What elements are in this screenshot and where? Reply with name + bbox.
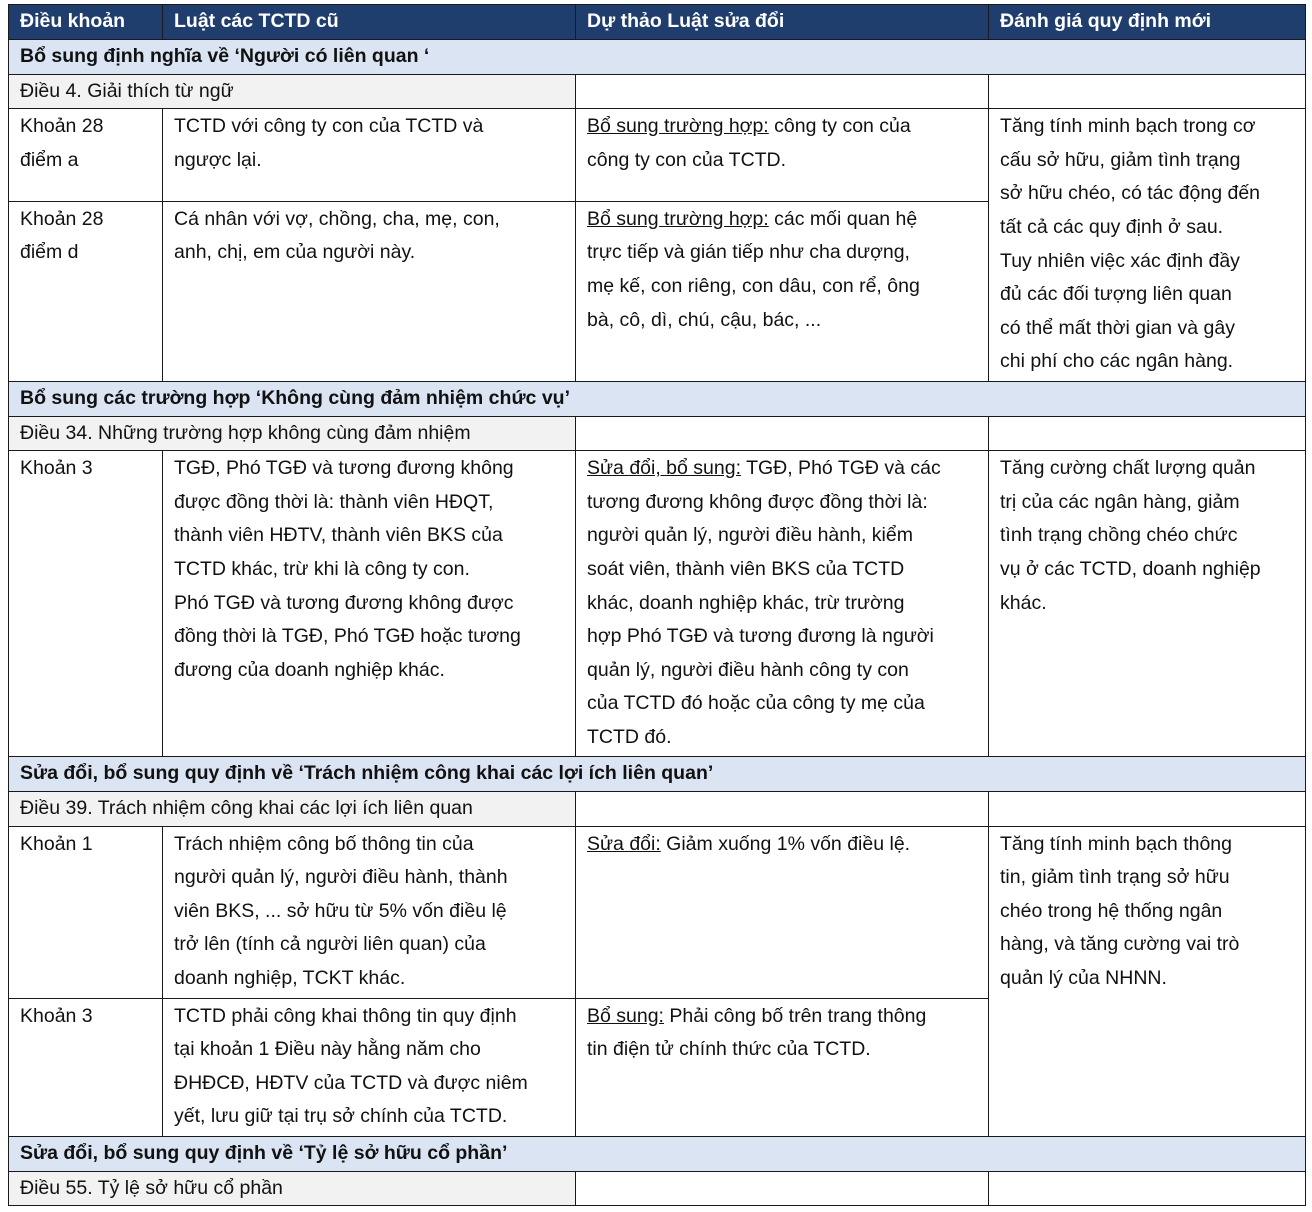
text-line: TGĐ, Phó TGĐ và tương đương không (174, 457, 514, 480)
text-line: tình trạng chồng chéo chức (1000, 524, 1238, 547)
text-line: đủ các đối tượng liên quan (1000, 283, 1232, 306)
draft-law-cell (576, 201, 989, 381)
text-line (587, 452, 977, 486)
text-line: đồng thời là TGĐ, Phó TGĐ hoặc tương (174, 625, 521, 648)
text-line: viên BKS, ... sở hữu từ 5% vốn điều lệ (174, 899, 507, 922)
assessment-cell (989, 826, 1306, 1136)
article-title: Điều 34. Những trường hợp không cùng đảm nhiệm (9, 416, 576, 451)
text-line: tin, giảm tình trạng sở hữu (1000, 866, 1230, 889)
text-line: tin điện tử chính thức của TCTD. (587, 1038, 871, 1061)
text-line: Cá nhân với vợ, chồng, cha, mẹ, con, (174, 207, 500, 230)
text-line: được đồng thời là: thành viên HĐQT, (174, 490, 494, 513)
section-title: Bổ sung định nghĩa về ‘Người có liên quan ‘ (9, 40, 1306, 75)
header-clause: Điều khoản (9, 5, 163, 40)
text-line: Khoản 3 (20, 457, 93, 480)
section-title: Sửa đổi, bổ sung quy định về ‘Trách nhiệm công khai các lợi ích liên quan’ (9, 757, 1306, 792)
empty-cell (576, 416, 989, 451)
text-line (587, 1000, 977, 1034)
assessment-cell (989, 109, 1306, 382)
section-title: Sửa đổi, bổ sung quy định về ‘Tỷ lệ sở hữu cổ phần’ (9, 1137, 1306, 1172)
old-law-cell (163, 998, 576, 1136)
old-law-cell (163, 451, 576, 757)
text-line: cấu sở hữu, giảm tình trạng (1000, 148, 1241, 171)
text-line: của TCTD đó hoặc của công ty mẹ của (587, 692, 925, 715)
change-type-label: Bổ sung: (587, 1004, 664, 1027)
text-line: vụ ở các TCTD, doanh nghiệp (1000, 557, 1261, 580)
text-line: điểm a (20, 148, 79, 171)
text-line: hợp Phó TGĐ và tương đương là người (587, 625, 934, 648)
section-title: Bổ sung các trường hợp ‘Không cùng đảm nhiệm chức vụ’ (9, 381, 1306, 416)
text-line: bà, cô, dì, chú, cậu, bác, ... (587, 308, 822, 331)
text-line: Tăng tính minh bạch thông (1000, 832, 1232, 855)
header-assessment: Đánh giá quy định mới (989, 5, 1306, 40)
text-line: Khoản 1 (20, 832, 93, 855)
draft-text: các mối quan hệ (768, 207, 918, 230)
text-line: chéo trong hệ thống ngân (1000, 899, 1223, 922)
text-line: có thể mất thời gian và gây (1000, 316, 1235, 339)
text-line: người quản lý, người điều hành, thành (174, 866, 508, 889)
draft-law-cell (576, 451, 989, 757)
empty-cell (576, 74, 989, 109)
assessment-cell (989, 451, 1306, 757)
text-line: đương của doanh nghiệp khác. (174, 658, 445, 681)
article-row (9, 416, 1306, 451)
section-title-row (9, 757, 1306, 792)
empty-cell (576, 792, 989, 827)
text-line: Tuy nhiên việc xác định đầy (1000, 249, 1240, 272)
text-line: Tăng tính minh bạch trong cơ (1000, 115, 1256, 138)
table-row (9, 109, 1306, 202)
text-line: ĐHĐCĐ, HĐTV của TCTD và được niêm (174, 1071, 528, 1094)
empty-cell (576, 1171, 989, 1206)
text-line: Phó TGĐ và tương đương không được (174, 591, 514, 614)
text-line: hàng, và tăng cường vai trò (1000, 933, 1240, 956)
text-line: doanh nghiệp, TCKT khác. (174, 967, 406, 990)
draft-text: Giảm xuống 1% vốn điều lệ. (660, 832, 911, 855)
text-line: TCTD khác, trừ khi là công ty con. (174, 557, 470, 580)
header-old-law: Luật các TCTD cũ (163, 5, 576, 40)
text-line: Khoản 28 (20, 207, 104, 230)
article-title: Điều 55. Tỷ lệ sở hữu cổ phần (9, 1171, 576, 1206)
clause-cell (9, 998, 163, 1136)
clause-cell (9, 451, 163, 757)
text-line: TCTD đó. (587, 725, 672, 748)
text-line: khác, doanh nghiệp khác, trừ trường (587, 591, 905, 614)
old-law-cell (163, 201, 576, 381)
text-line (587, 828, 977, 862)
text-line: quản lý của NHNN. (1000, 967, 1167, 990)
text-line: Khoản 28 (20, 115, 104, 138)
text-line: khác. (1000, 591, 1047, 614)
draft-text: công ty con của (768, 115, 911, 138)
regulation-comparison-table (8, 4, 1306, 1206)
clause-cell (9, 109, 163, 202)
change-type-label: Sửa đổi, bổ sung: (587, 457, 741, 480)
text-line: anh, chị, em của người này. (174, 241, 416, 264)
section-title-row (9, 381, 1306, 416)
article-row (9, 792, 1306, 827)
article-row (9, 1171, 1306, 1206)
text-line: điểm d (20, 241, 79, 264)
text-line: tương đương không được đồng thời là: (587, 490, 928, 513)
empty-cell (989, 74, 1306, 109)
text-line: tất cả các quy định ở sau. (1000, 215, 1224, 238)
article-title: Điều 4. Giải thích từ ngữ (9, 74, 576, 109)
text-line: mẹ kế, con riêng, con dâu, con rể, ông (587, 275, 920, 298)
table-row (9, 451, 1306, 757)
change-type-label: Bổ sung trường hợp: (587, 207, 769, 230)
text-line: người quản lý, người điều hành, kiểm (587, 524, 913, 547)
clause-cell (9, 201, 163, 381)
text-line: soát viên, thành viên BKS của TCTD (587, 557, 905, 580)
header-draft-law: Dự thảo Luật sửa đổi (576, 5, 989, 40)
change-type-label: Sửa đổi: (587, 832, 661, 855)
text-line: yết, lưu giữ tại trụ sở chính của TCTD. (174, 1105, 508, 1128)
table-row (9, 826, 1306, 998)
draft-law-cell (576, 109, 989, 202)
draft-law-cell (576, 826, 989, 998)
draft-text: TGĐ, Phó TGĐ và các (741, 457, 941, 480)
clause-cell (9, 826, 163, 998)
table-header-row (9, 5, 1306, 40)
old-law-cell (163, 109, 576, 202)
draft-text: Phải công bố trên trang thông (663, 1004, 927, 1027)
text-line: sở hữu chéo, có tác động đến (1000, 182, 1261, 205)
text-line: công ty con của TCTD. (587, 148, 787, 171)
text-line: trực tiếp và gián tiếp như cha dượng, (587, 241, 910, 264)
text-line: Trách nhiệm công bố thông tin của (174, 832, 474, 855)
old-law-cell (163, 826, 576, 998)
text-line: Khoản 3 (20, 1004, 93, 1027)
empty-cell (989, 1171, 1306, 1206)
text-line (587, 203, 977, 237)
text-line: thành viên HĐTV, thành viên BKS của (174, 524, 503, 547)
draft-law-cell (576, 998, 989, 1136)
text-line (587, 110, 977, 144)
empty-cell (989, 416, 1306, 451)
article-row (9, 74, 1306, 109)
text-line: ngược lại. (174, 148, 262, 171)
article-title: Điều 39. Trách nhiệm công khai các lợi ích liên quan (9, 792, 576, 827)
text-line: Tăng cường chất lượng quản (1000, 457, 1256, 480)
text-line: TCTD với công ty con của TCTD và (174, 115, 484, 138)
change-type-label: Bổ sung trường hợp: (587, 115, 769, 138)
empty-cell (989, 792, 1306, 827)
text-line: tại khoản 1 Điều này hằng năm cho (174, 1038, 481, 1061)
text-line: TCTD phải công khai thông tin quy định (174, 1004, 517, 1027)
section-title-row (9, 40, 1306, 75)
text-line: trở lên (tính cả người liên quan) của (174, 933, 486, 956)
text-line: trị của các ngân hàng, giảm (1000, 490, 1240, 513)
section-title-row (9, 1137, 1306, 1172)
text-line: chi phí cho các ngân hàng. (1000, 350, 1234, 373)
text-line: quản lý, người điều hành công ty con (587, 658, 909, 681)
